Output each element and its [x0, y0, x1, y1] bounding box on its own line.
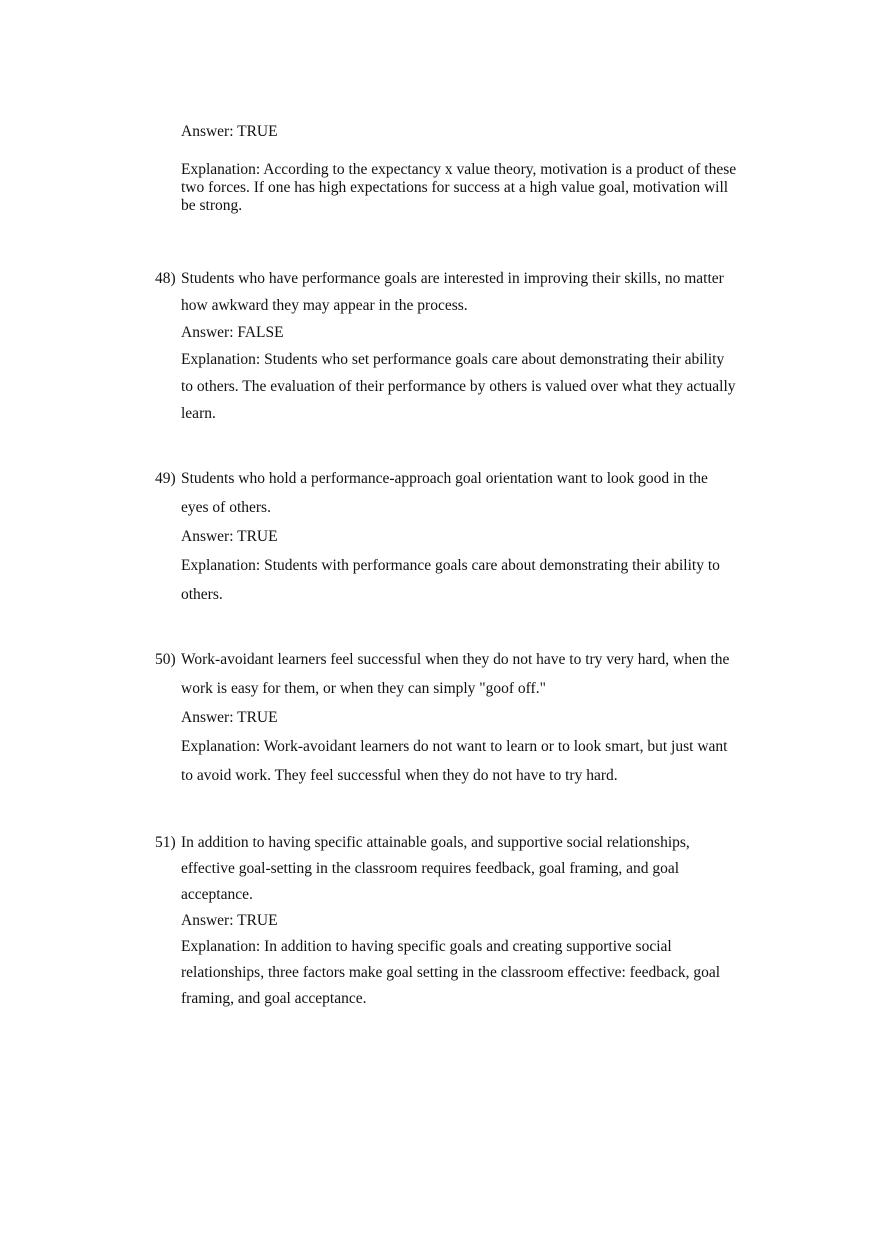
answer-line: Answer: TRUE: [181, 528, 278, 545]
explanation-line: Explanation: In addition to having specific goals and creating supportive social: [181, 938, 672, 955]
explanation-line: to others. The evaluation of their performance by others is valued over what they actually: [181, 378, 736, 395]
intro-explanation-line: two forces. If one has high expectations for success at a high value goal, motivation will: [181, 179, 729, 196]
answer-line: Answer: TRUE: [181, 709, 278, 726]
intro-explanation-line: be strong.: [181, 197, 243, 214]
explanation-line: relationships, three factors make goal setting in the classroom effective: feedback, goal: [181, 964, 721, 981]
explanation-line: others.: [181, 586, 223, 603]
explanation-line: Explanation: Students with performance goals care about demonstrating their ability to: [181, 557, 720, 574]
intro-answer: Answer: TRUE: [181, 123, 278, 140]
question-number: 49): [155, 470, 176, 487]
explanation-line: to avoid work. They feel successful when they do not have to try hard.: [181, 767, 618, 784]
question-text-line: acceptance.: [181, 886, 253, 903]
question-text-line: how awkward they may appear in the process.: [181, 297, 468, 314]
question-number: 50): [155, 651, 176, 668]
question-text-line: Students who have performance goals are interested in improving their skills, no matter: [181, 270, 724, 287]
intro-explanation-line: Explanation: According to the expectancy x value theory, motivation is a product of these: [181, 161, 737, 178]
question-text-line: In addition to having specific attainable goals, and supportive social relationships,: [181, 834, 690, 851]
question-text-line: work is easy for them, or when they can simply "goof off.": [181, 680, 546, 697]
explanation-line: Explanation: Work-avoidant learners do not want to learn or to look smart, but just want: [181, 738, 728, 755]
question-text-line: effective goal-setting in the classroom requires feedback, goal framing, and goal: [181, 860, 680, 877]
explanation-line: learn.: [181, 405, 216, 422]
question-text-line: eyes of others.: [181, 499, 271, 516]
answer-line: Answer: TRUE: [181, 912, 278, 929]
question-number: 51): [155, 834, 176, 851]
question-text-line: Students who hold a performance-approach goal orientation want to look good in the: [181, 470, 708, 487]
answer-line: Answer: FALSE: [181, 324, 284, 341]
explanation-line: framing, and goal acceptance.: [181, 990, 367, 1007]
explanation-line: Explanation: Students who set performance goals care about demonstrating their ability: [181, 351, 725, 368]
question-text-line: Work-avoidant learners feel successful when they do not have to try very hard, when the: [181, 651, 730, 668]
question-number: 48): [155, 270, 176, 287]
